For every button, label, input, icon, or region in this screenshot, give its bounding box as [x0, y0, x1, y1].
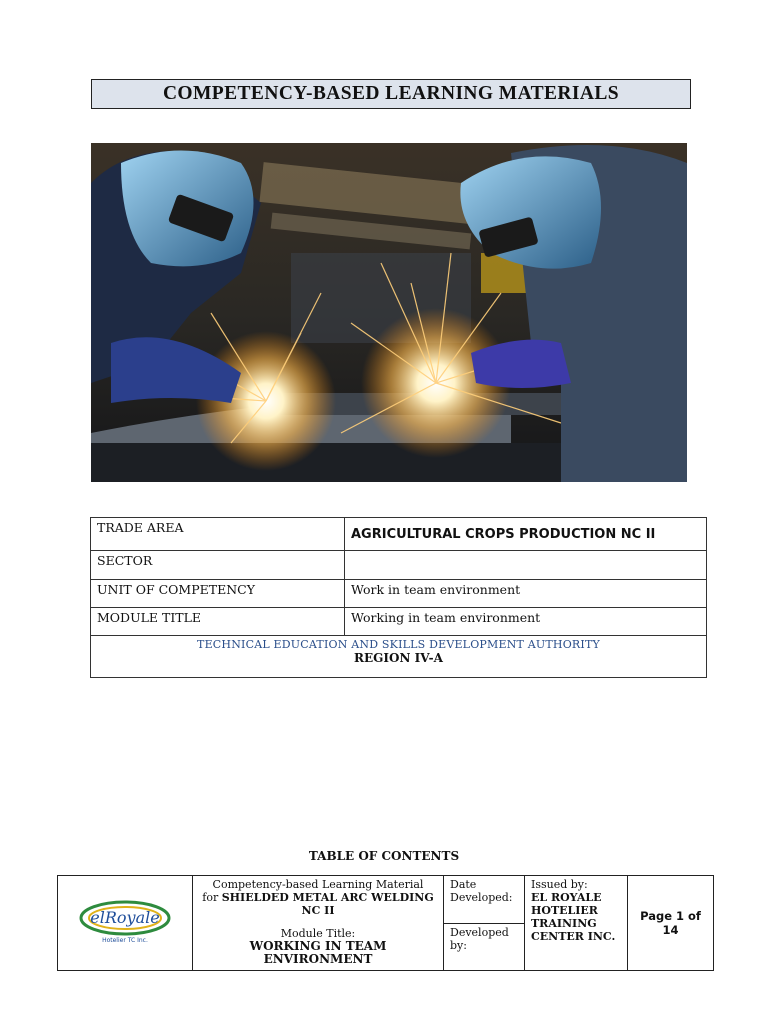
module-title-value: Working in team environment	[345, 608, 707, 636]
date-developed-cell	[444, 876, 525, 924]
authority-name: TECHNICAL EDUCATION AND SKILLS DEVELOPMENT AUTHORITY	[197, 638, 600, 651]
logo-text: elRoyale	[90, 907, 160, 927]
unit-of-competency-label: UNIT OF COMPETENCY	[91, 580, 345, 608]
page-number-cell	[628, 876, 714, 971]
material-for: for	[202, 891, 219, 904]
material-qualification-line	[199, 891, 437, 917]
info-row-module	[91, 608, 707, 636]
issued-by-cell	[525, 876, 628, 971]
info-row-trade-area	[91, 518, 707, 551]
date-developed-label: Date Developed:	[450, 878, 513, 904]
info-row-unit	[91, 580, 707, 608]
trade-area-value: AGRICULTURAL CROPS PRODUCTION NC II	[345, 518, 707, 551]
info-row-authority	[91, 636, 707, 678]
page-number: Page 1 of 14	[640, 909, 701, 937]
region-name: REGION IV-A	[354, 651, 443, 665]
developed-by-label: Developed by:	[450, 926, 509, 952]
footer-table	[57, 875, 714, 971]
table-of-contents-heading: TABLE OF CONTENTS	[308, 849, 460, 863]
sector-label: SECTOR	[91, 551, 345, 580]
issuer-name: EL ROYALE HOTELIER TRAINING CENTER INC.	[531, 891, 616, 943]
module-title-caption: Module Title:	[280, 927, 356, 940]
trade-area-label: TRADE AREA	[91, 518, 345, 551]
module-title-label: MODULE TITLE	[91, 608, 345, 636]
material-cell	[193, 876, 444, 971]
info-row-sector	[91, 551, 707, 580]
material-qualification: SHIELDED METAL ARC WELDING NC II	[221, 891, 434, 917]
welding-illustration	[91, 143, 687, 482]
unit-of-competency-value: Work in team environment	[345, 580, 707, 608]
logo-subtext: Hotelier TC Inc.	[102, 936, 148, 944]
issued-by-label: Issued by:	[531, 878, 588, 891]
welding-photo	[91, 143, 687, 482]
logo-cell	[58, 876, 193, 971]
authority-cell	[91, 636, 707, 678]
document-title-box	[91, 79, 691, 109]
module-info-table	[90, 517, 707, 678]
footer-module-title: WORKING IN TEAM ENVIRONMENT	[249, 939, 387, 966]
el-royale-logo	[77, 896, 173, 948]
sector-value	[345, 551, 707, 580]
developed-by-cell	[444, 924, 525, 971]
material-line1: Competency-based Learning Material	[212, 878, 424, 891]
document-title: COMPETENCY-BASED LEARNING MATERIALS	[162, 83, 620, 104]
